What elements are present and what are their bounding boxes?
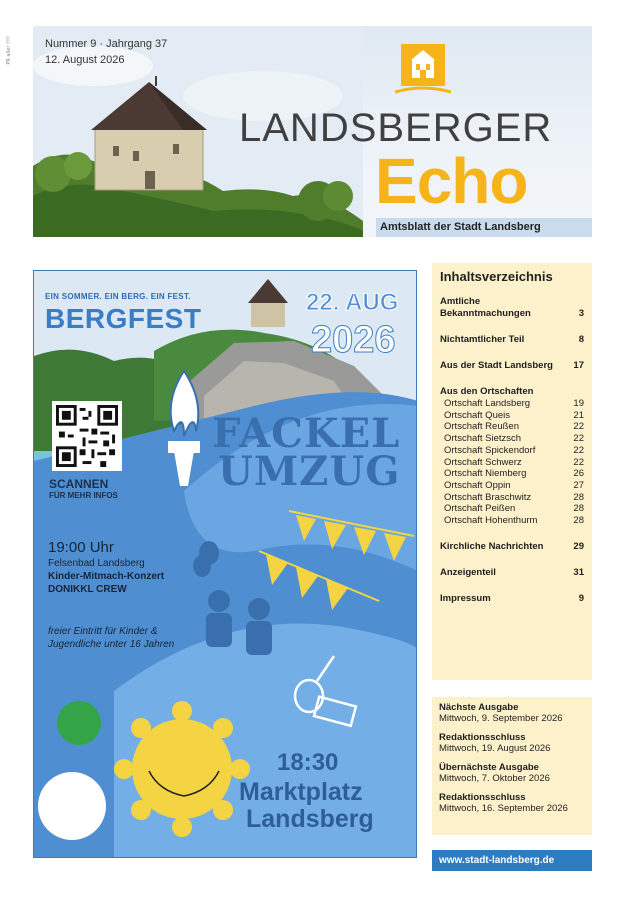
next-issue-value: Mittwoch, 19. August 2026 bbox=[439, 743, 551, 754]
next-issue-value: Mittwoch, 9. September 2026 bbox=[439, 713, 563, 724]
table-of-contents bbox=[432, 263, 592, 680]
toc-sublabel: Ortschaft Oppin bbox=[444, 479, 511, 491]
toc-subitem[interactable] bbox=[440, 445, 584, 457]
toc-section[interactable] bbox=[440, 360, 584, 372]
toc-sublabel: Ortschaft Hohenthurm bbox=[444, 515, 538, 527]
toc-subpage: 27 bbox=[573, 479, 584, 491]
masthead bbox=[33, 26, 592, 237]
toc-sublabel: Ortschaft Niemberg bbox=[444, 468, 527, 480]
next-issue-heading: Nächste Ausgabe bbox=[439, 702, 519, 713]
title-landsberger: LANDSBERGER bbox=[239, 106, 553, 150]
toc-sublabel: Ortschaft Peißen bbox=[444, 503, 516, 515]
parade-place-1: Marktplatz bbox=[239, 778, 363, 806]
toc-subitem[interactable] bbox=[440, 468, 584, 480]
toc-label: Nichtamtlicher Teil bbox=[440, 334, 525, 345]
scan-label: SCANNEN bbox=[49, 477, 109, 491]
toc-sublabel: Ortschaft Reußen bbox=[444, 421, 519, 433]
toc-label: Aus den Ortschaften bbox=[440, 386, 534, 397]
toc-section[interactable] bbox=[440, 567, 584, 579]
website-link[interactable]: www.stadt-landsberg.de bbox=[432, 850, 592, 871]
toc-subpage: 26 bbox=[573, 468, 584, 480]
free-entry-note: freier Eintritt für Kinder & Jugendliche unter 16 Jahren bbox=[48, 626, 175, 650]
toc-subpage: 28 bbox=[573, 491, 584, 503]
toc-label: Impressum bbox=[440, 592, 491, 604]
headline-fackel: FACKEL bbox=[212, 410, 401, 457]
toc-subpage: 21 bbox=[573, 409, 584, 421]
poster-date-day: 22. AUG bbox=[306, 289, 399, 316]
toc-subitem[interactable] bbox=[440, 480, 584, 492]
parade-time: 18:30 bbox=[277, 749, 339, 776]
toc-page: 29 bbox=[573, 540, 584, 552]
toc-subpage: 22 bbox=[573, 433, 584, 445]
toc-subitem[interactable] bbox=[440, 503, 584, 515]
toc-subpage: 22 bbox=[573, 421, 584, 433]
concert-band: DONIKKL CREW bbox=[48, 584, 127, 595]
toc-label: Kirchliche Nachrichten bbox=[440, 540, 544, 552]
toc-page: 3 bbox=[578, 308, 584, 319]
next-issue-heading: Übernächste Ausgabe bbox=[439, 762, 539, 773]
concert-title: Kinder-Mitmach-Konzert bbox=[48, 571, 165, 582]
poster-date-year: 2026 bbox=[311, 319, 396, 361]
next-issue-item bbox=[439, 792, 585, 814]
qr-code[interactable] bbox=[52, 401, 122, 471]
next-issue-item bbox=[439, 702, 585, 724]
toc-subpage: 22 bbox=[573, 444, 584, 456]
poster-event: BERGFEST bbox=[45, 303, 202, 334]
side-note: PR aller !!!! bbox=[6, 36, 12, 65]
next-issue-box bbox=[432, 697, 592, 835]
next-issue-heading: Redaktionsschluss bbox=[439, 792, 526, 803]
title-echo: Echo bbox=[375, 145, 528, 217]
next-issue-value: Mittwoch, 7. Oktober 2026 bbox=[439, 773, 550, 784]
issue-info bbox=[45, 36, 167, 68]
toc-label: Amtliche Bekanntmachungen bbox=[440, 296, 531, 319]
headline-umzug: UMZUG bbox=[218, 448, 401, 495]
toc-page: 17 bbox=[573, 360, 584, 371]
toc-section[interactable] bbox=[440, 334, 584, 346]
next-issue-heading: Redaktionsschluss bbox=[439, 732, 526, 743]
toc-subitem[interactable] bbox=[440, 457, 584, 469]
toc-subitem[interactable] bbox=[440, 492, 584, 504]
toc-section[interactable] bbox=[440, 541, 584, 553]
subtitle: Amtsblatt der Stadt Landsberg bbox=[376, 218, 592, 237]
castle-crown-icon bbox=[395, 40, 451, 96]
issue-date: 12. August 2026 bbox=[45, 54, 125, 66]
issue-line: Nummer 9 · Jahrgang 37 bbox=[45, 38, 168, 50]
next-issue-item bbox=[439, 762, 585, 784]
toc-subitem[interactable] bbox=[440, 421, 584, 433]
poster-tagline: EIN SOMMER. EIN BERG. EIN FEST. bbox=[45, 292, 191, 301]
parade-place-2: Landsberg bbox=[246, 805, 374, 833]
next-issue-item bbox=[439, 732, 585, 754]
toc-page: 9 bbox=[578, 592, 584, 604]
concert-time: 19:00 Uhr bbox=[48, 539, 114, 556]
toc-sublabel: Ortschaft Schwerz bbox=[444, 456, 522, 468]
toc-subpage: 28 bbox=[573, 515, 584, 527]
scan-sublabel: FÜR MEHR INFOS bbox=[49, 491, 118, 500]
toc-sublabel: Ortschaft Queis bbox=[444, 409, 510, 421]
toc-subitem[interactable] bbox=[440, 398, 584, 410]
toc-page: 31 bbox=[573, 566, 584, 578]
toc-sublabel: Ortschaft Spickendorf bbox=[444, 444, 536, 456]
concert-location: Felsenbad Landsberg bbox=[48, 558, 145, 569]
toc-sublabel: Ortschaft Braschwitz bbox=[444, 491, 532, 503]
toc-subpage: 28 bbox=[573, 503, 584, 515]
toc-subitem[interactable] bbox=[440, 433, 584, 445]
toc-section[interactable] bbox=[440, 296, 584, 320]
toc-subpage: 19 bbox=[573, 398, 584, 409]
next-issue-value: Mittwoch, 16. September 2026 bbox=[439, 803, 568, 814]
toc-subitem[interactable] bbox=[440, 515, 584, 527]
toc-section[interactable] bbox=[440, 593, 584, 605]
toc-sublabel: Ortschaft Landsberg bbox=[444, 398, 531, 409]
toc-subitem[interactable] bbox=[440, 410, 584, 422]
bergfest-poster bbox=[33, 270, 417, 858]
toc-label: Anzeigenteil bbox=[440, 566, 496, 578]
toc-page: 8 bbox=[578, 334, 584, 345]
toc-section-ortschaften bbox=[440, 386, 584, 527]
qr-code-icon bbox=[56, 405, 118, 467]
toc-subpage: 22 bbox=[573, 456, 584, 468]
toc-label: Aus der Stadt Landsberg bbox=[440, 360, 553, 371]
toc-title: Inhaltsverzeichnis bbox=[440, 269, 553, 284]
toc-sublabel: Ortschaft Sietzsch bbox=[444, 433, 522, 445]
